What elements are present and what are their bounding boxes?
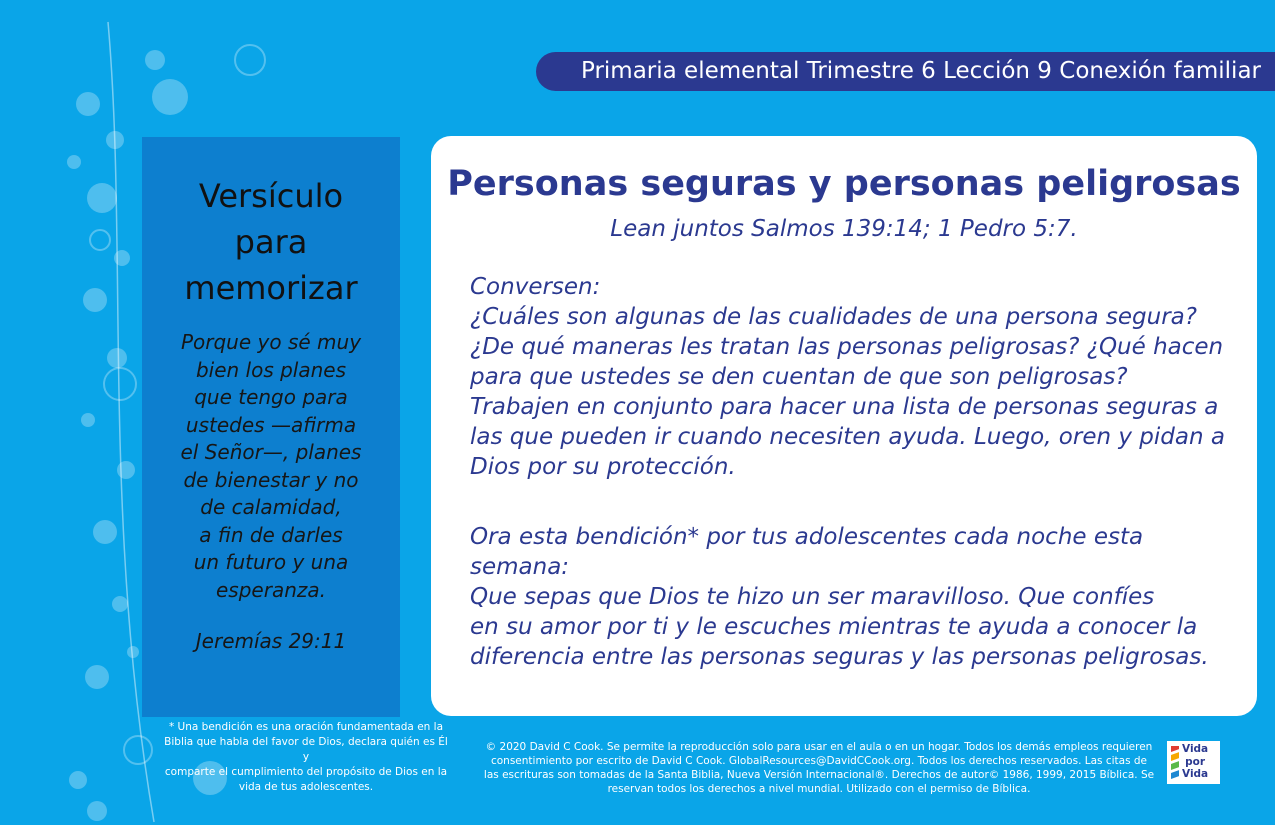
- card-subtitle: Lean juntos Salmos 139:14; 1 Pedro 5:7.: [610, 216, 1078, 242]
- vida-por-vida-logo: [1167, 741, 1220, 784]
- blessing-block: Ora esta bendición* por tus adolescentes cada noche esta semana: Que sepas que Dios te hizo un ser maravilloso. Que confíes en su amor por ti y le escuches mientras te ayuda a conocer la diferencia entre las personas seguras y las personas peligrosas.: [470, 524, 1209, 670]
- card-body: [470, 272, 1240, 672]
- memory-verse-panel: [142, 137, 400, 717]
- activity-card: [431, 136, 1257, 716]
- discussion-block: Conversen: ¿Cuáles son algunas de las cualidades de una persona segura? ¿De qué maneras les tratan las personas peligrosas? ¿Qué hacen para que ustedes se den cuentan de que son peligrosas? Trabajen en conjunto para hacer una lista de personas seguras a las que pueden ir cuando necesiten ayuda. Luego, oren y pidan a Dios por su protección.: [470, 274, 1225, 480]
- memory-verse-reference: Jeremías 29:11: [195, 629, 347, 653]
- card-title: Personas seguras y personas peligrosas: [447, 164, 1241, 204]
- lesson-banner: Primaria elemental Trimestre 6 Lección 9 Conexión familiar: [536, 52, 1275, 91]
- memory-verse-text: Porque yo sé muy bien los planes que tengo para ustedes —afirma el Señor—, planes de bienestar y no de calamidad, a fin de darles un futuro y una esperanza.: [180, 330, 362, 602]
- memory-verse-title: Versículo para memorizar: [184, 177, 358, 307]
- blessing-footnote: * Una bendición es una oración fundamentada en la Biblia que habla del favor de Dios, declara quién es Él y comparte el cumplimiento del propósito de Dios en la vida de tus adolescentes.: [164, 721, 448, 793]
- logo-stripes-icon: [1171, 746, 1179, 780]
- copyright-notice: © 2020 David C Cook. Se permite la reproducción solo para usar en el aula o en un hogar. Todos los demás empleos requieren consentimiento por escrito de David C Cook. GlobalResources@DavidCCook.org. Todos los derechos reservados. Las citas de las escrituras son tomadas de la Santa Biblia, Nueva Versión Internacional®. Derechos de autor© 1986, 1999, 2015 Bíblica. Se reservan todos los derechos a nivel mundial. Utilizado con el permiso de Bíblica.: [483, 741, 1155, 795]
- logo-text: Vida por Vida: [1182, 743, 1209, 780]
